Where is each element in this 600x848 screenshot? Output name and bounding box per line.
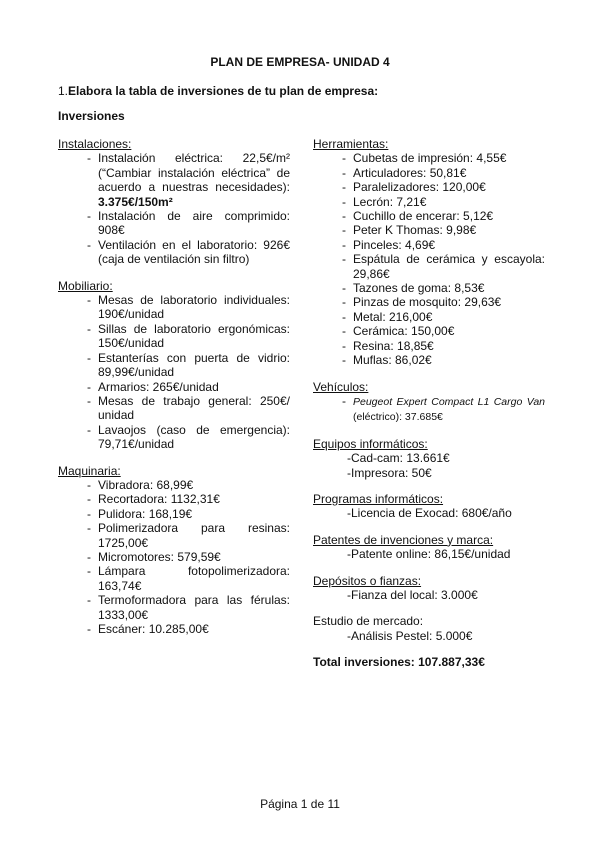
programas-title: Programas informáticos:: [313, 491, 444, 506]
list-item: - Cubetas de impresión: 4,55€: [313, 151, 545, 165]
list-item: -Análisis Pestel: 5.000€: [347, 628, 473, 643]
estudio-title: Estudio de mercado:: [313, 614, 424, 629]
maquinaria-title: Maquinaria:: [58, 463, 121, 478]
mobiliario-list: [58, 293, 290, 451]
list-item: [313, 394, 545, 425]
list-item: - Lámpara fotopolimerizadora: 163,74€: [58, 564, 290, 593]
estudio-section: [313, 614, 545, 643]
list-item: - Metal: 216,00€: [313, 310, 545, 324]
list-item: -Licencia de Exocad: 680€/año: [347, 506, 512, 521]
question-line: [58, 84, 378, 98]
list-item: - Armarios: 265€/unidad: [58, 380, 290, 394]
depositos-title: Depósitos o fianzas:: [313, 573, 422, 588]
list-item: - Cuchillo de encerar: 5,12€: [313, 209, 545, 223]
patentes-section: [313, 533, 545, 562]
list-item: -Impresora: 50€: [347, 465, 432, 480]
patentes-title: Patentes de invenciones y marca:: [313, 532, 494, 547]
list-item: - Vibradora: 68,99€: [58, 478, 290, 492]
total-investments: Total inversiones: 107.887,33€: [313, 655, 485, 670]
list-item: - Pinzas de mosquito: 29,63€: [313, 295, 545, 309]
instalaciones-list: [58, 151, 290, 266]
herramientas-list: [313, 151, 545, 367]
list-item: - Instalación de aire comprimido: 908€: [58, 209, 290, 238]
maquinaria-section: [58, 464, 290, 637]
list-item: - Pinceles: 4,69€: [313, 238, 545, 252]
list-item: - Peter K Thomas: 9,98€: [313, 223, 545, 237]
list-item: - Tazones de goma: 8,53€: [313, 281, 545, 295]
vehiculos-title: Vehículos:: [313, 379, 369, 394]
list-item: - Estanterías con puerta de vidrio: 89,99€/unidad: [58, 351, 290, 380]
list-item: -Patente online: 86,15€/unidad: [347, 547, 511, 562]
depositos-section: [313, 574, 545, 603]
vehiculos-section: [313, 380, 545, 425]
vehiculos-list: [313, 394, 545, 425]
document-title: PLAN DE EMPRESA- UNIDAD 4: [210, 55, 390, 69]
herramientas-section: [313, 137, 545, 368]
page-number: Página 1 de 11: [260, 797, 340, 811]
bold-value: 3.375€/150m²: [98, 194, 173, 209]
list-item: - Ventilación en el laboratorio: 926€ (caja de ventilación sin filtro): [58, 238, 290, 267]
list-item: - Instalación eléctrica: 22,5€/m² (“Cambiar instalación eléctrica” de acuerdo a nuestras necesidades): 3.375€/150m²: [58, 151, 290, 209]
list-item: - Recortadora: 1132,31€: [58, 492, 290, 506]
list-item: - Mesas de trabajo general: 250€/ unidad: [58, 394, 290, 423]
mobiliario-section: [58, 279, 290, 452]
list-item: - Lecrón: 7,21€: [313, 195, 545, 209]
list-item: - Paralelizadores: 120,00€: [313, 180, 545, 194]
list-item: - Muflas: 86,02€: [313, 353, 545, 367]
vehicle-price: (eléctrico): 37.685€: [353, 411, 443, 424]
mobiliario-title: Mobiliario:: [58, 278, 113, 293]
equipos-title: Equipos informáticos:: [313, 436, 428, 451]
herramientas-title: Herramientas:: [313, 137, 389, 151]
list-item: - Articuladores: 50,81€: [313, 166, 545, 180]
programas-section: [313, 492, 545, 521]
list-item: - Sillas de laboratorio ergonómicas: 150€/unidad: [58, 322, 290, 351]
list-item: -Fianza del local: 3.000€: [347, 587, 478, 602]
left-column: [58, 137, 290, 648]
list-item: - Resina: 18,85€: [313, 339, 545, 353]
section-heading: Inversiones: [58, 109, 125, 123]
question-number: 1.: [58, 84, 69, 98]
instalaciones-title: Instalaciones:: [58, 137, 132, 151]
list-item: - Cerámica: 150,00€: [313, 324, 545, 338]
equipos-section: [313, 437, 545, 480]
maquinaria-list: [58, 478, 290, 636]
list-item: -Cad-cam: 13.661€: [347, 451, 450, 466]
right-column: [313, 137, 545, 670]
list-item: - Mesas de laboratorio individuales: 190€/unidad: [58, 293, 290, 322]
list-item: - Pulidora: 168,19€: [58, 507, 290, 521]
list-item: - Lavaojos (caso de emergencia): 79,71€/unidad: [58, 423, 290, 452]
list-item: - Termoformadora para las férulas: 1333,00€: [58, 593, 290, 622]
list-item: - Micromotores: 579,59€: [58, 550, 290, 564]
vehicle-model: Peugeot Expert Compact L1 Cargo Van: [353, 395, 545, 408]
list-item: - Escáner: 10.285,00€: [58, 622, 290, 636]
question-text: Elabora la tabla de inversiones de tu plan de empresa:: [68, 84, 379, 98]
instalaciones-section: [58, 137, 290, 267]
list-item: - Espátula de cerámica y escayola: 29,86€: [313, 252, 545, 281]
list-item: - Polimerizadora para resinas: 1725,00€: [58, 521, 290, 550]
